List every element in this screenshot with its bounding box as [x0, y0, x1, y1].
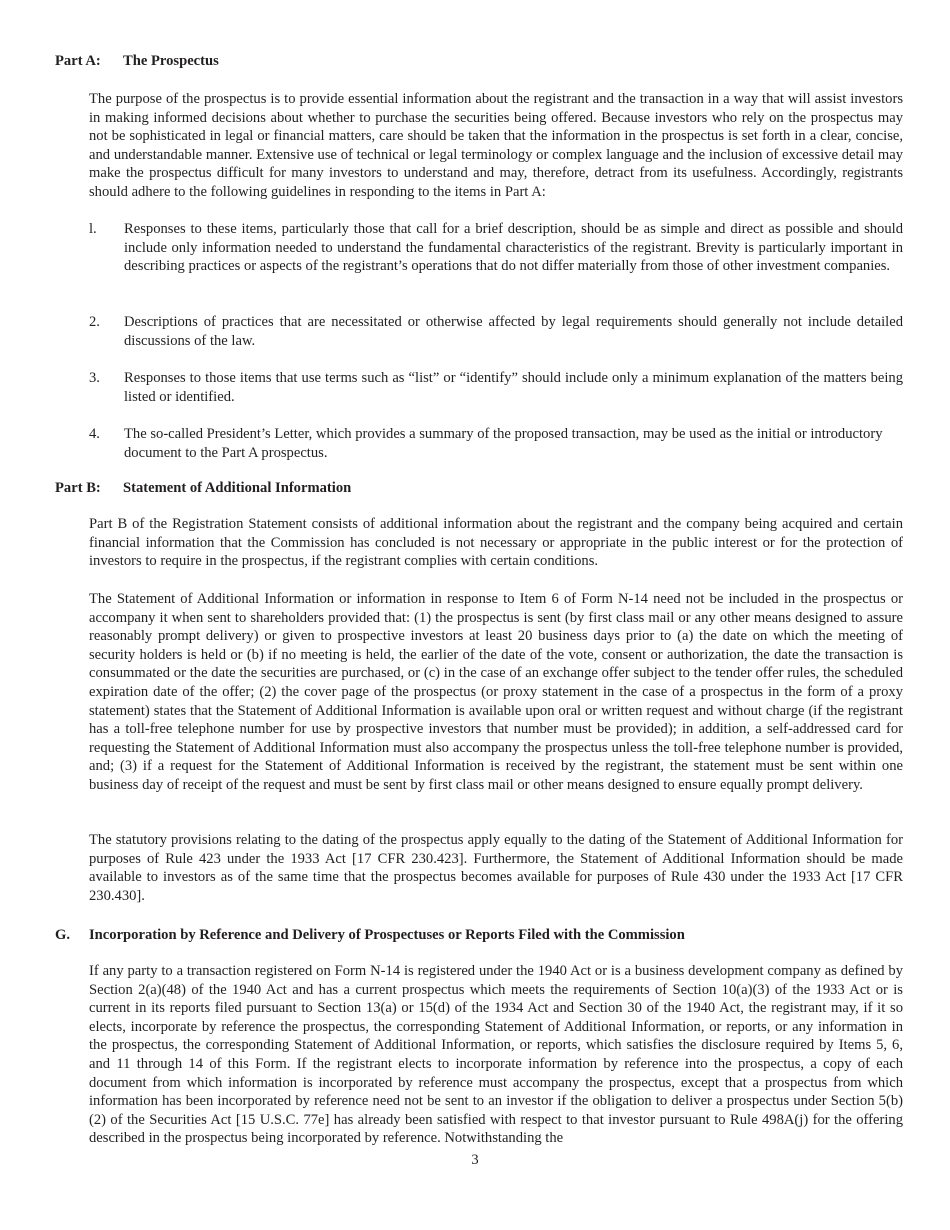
part-b-paragraph-3: The statutory provisions relating to the dating of the prospectus apply equally to the dating of the Statement of Additional Information for purposes of Rule 423 under the 1933 Act [17 CFR 230.423]. Furthermore, the Statement of Additional Information should be made available to investors as of the same time that the prospectus becomes available for purposes of Rule 430 under the 1933 Act [17 CFR 230.430]. — [89, 832, 903, 904]
part-a-title: The Prospectus — [123, 53, 219, 69]
part-b-heading — [55, 479, 351, 498]
item-marker: 2. — [89, 314, 100, 330]
item-marker: 3. — [89, 370, 100, 386]
item-marker: l. — [89, 221, 97, 237]
part-a-heading — [55, 52, 219, 71]
item-marker: 4. — [89, 426, 100, 442]
section-g-heading — [55, 926, 685, 945]
item-text: The so-called President’s Letter, which provides a summary of the proposed transaction, may be used as the initial or introductory document to the Part A prospectus. — [124, 426, 883, 461]
page-number: 3 — [471, 1152, 479, 1168]
item-text: Responses to these items, particularly those that call for a brief description, should be as simple and direct as possible and should include only information needed to understand the fundamental characteristics of the registrant. Brevity is particularly important in describing practices or aspects of the registrant’s operations that do not differ materially from those of other investment companies. — [124, 221, 903, 275]
item-text: Responses to those items that use terms such as “list” or “identify” should include only a minimum explanation of the matters being listed or identified. — [124, 370, 903, 405]
part-b-number: Part B: — [55, 480, 101, 496]
part-b-paragraph-1: Part B of the Registration Statement consists of additional information about the registrant and the company being acquired and certain financial information that the Commission has concluded is not necessary or appropriate in the public interest or for the protection of investors to require in the prospectus, if the registrant complies with certain conditions. — [89, 516, 903, 570]
part-a-number: Part A: — [55, 53, 101, 69]
part-a-item-1 — [89, 220, 903, 276]
section-g-number: G. — [55, 927, 70, 943]
part-a-item-4 — [89, 425, 903, 462]
section-g-title: Incorporation by Reference and Delivery of Prospectuses or Reports Filed with the Commission — [89, 927, 685, 943]
part-a-item-2 — [89, 313, 903, 350]
part-a-item-3 — [89, 369, 903, 406]
part-a-intro: The purpose of the prospectus is to provide essential information about the registrant and the transaction in a way that will assist investors in making informed decisions about whether to purchase the securities being offered. Because investors who rely on the prospectus may not be sophisticated in legal or financial matters, care should be taken that the information in the prospectus is set forth in a clear, concise, and understandable manner. Extensive use of technical or legal terminology or complex language and the inclusion of excessive detail may make the prospectus difficult for many investors to understand and may, therefore, detract from its usefulness. Accordingly, registrants should adhere to the following guidelines in responding to the items in Part A: — [89, 91, 903, 200]
part-b-title: Statement of Additional Information — [123, 480, 352, 496]
part-b-paragraph-2: The Statement of Additional Information or information in response to Item 6 of Form N-14 need not be included in the prospectus or accompany it when sent to shareholders provided that: (1) the prospectus is sent (by first class mail or any other means designed to assure reasonably prompt delivery) or given to prospective investors at least 20 business days prior to (a) the date on which the meeting of security holders is held or (b) if no meeting is held, the earlier of the date of the vote, consent or authorization, the date the transaction is consummated or the date the securities are purchased, or (c) in the case of an exchange offer subject to the tender offer rules, the scheduled expiration date of the offer; (2) the cover page of the prospectus (or proxy statement in the case of a prospectus in the form of a proxy statement) states that the Statement of Additional Information is available upon oral or written request and without charge (if the registrant has a toll-free telephone number for use by prospective investors that number must be provided); in addition, a self-addressed card for requesting the Statement of Additional Information must also accompany the prospectus unless the toll-free telephone number is provided, and; (3) if a request for the Statement of Additional Information is received by the registrant, the statement must be sent within one business day of receipt of the request and must be sent by first class mail or other means designed to ensure equally prompt delivery. — [89, 591, 903, 793]
item-text: Descriptions of practices that are necessitated or otherwise affected by legal requirements should generally not include detailed discussions of the law. — [124, 314, 903, 349]
section-g-paragraph: If any party to a transaction registered on Form N-14 is registered under the 1940 Act or is a business development company as defined by Section 2(a)(48) of the 1940 Act and has a current prospectus which meets the requirements of Section 10(a)(3) of the 1933 Act or is current in its reports filed pursuant to Section 13(a) or 15(d) of the 1934 Act and Section 30 of the 1940 Act, the registrant may, if it so elects, incorporate by reference the prospectus, the corresponding Statement of Additional Information, or reports, or any information in the prospectus, the corresponding Statement of Additional Information, or reports, which satisfies the disclosure required by Items 5, 6, and 11 through 14 of this Form. If the registrant elects to incorporate information by reference into the prospectus, a copy of each document from which information is incorporated by reference must accompany the prospectus, except that a prospectus from which information has been incorporated by reference need not be sent to an investor if the obligation to deliver a prospectus under Section 5(b)(2) of the Securities Act [15 U.S.C. 77e] has already been satisfied with respect to that investor pursuant to Rule 498A(j) for the offering described in the prospectus being incorporated by reference. Notwithstanding the — [89, 963, 903, 1147]
